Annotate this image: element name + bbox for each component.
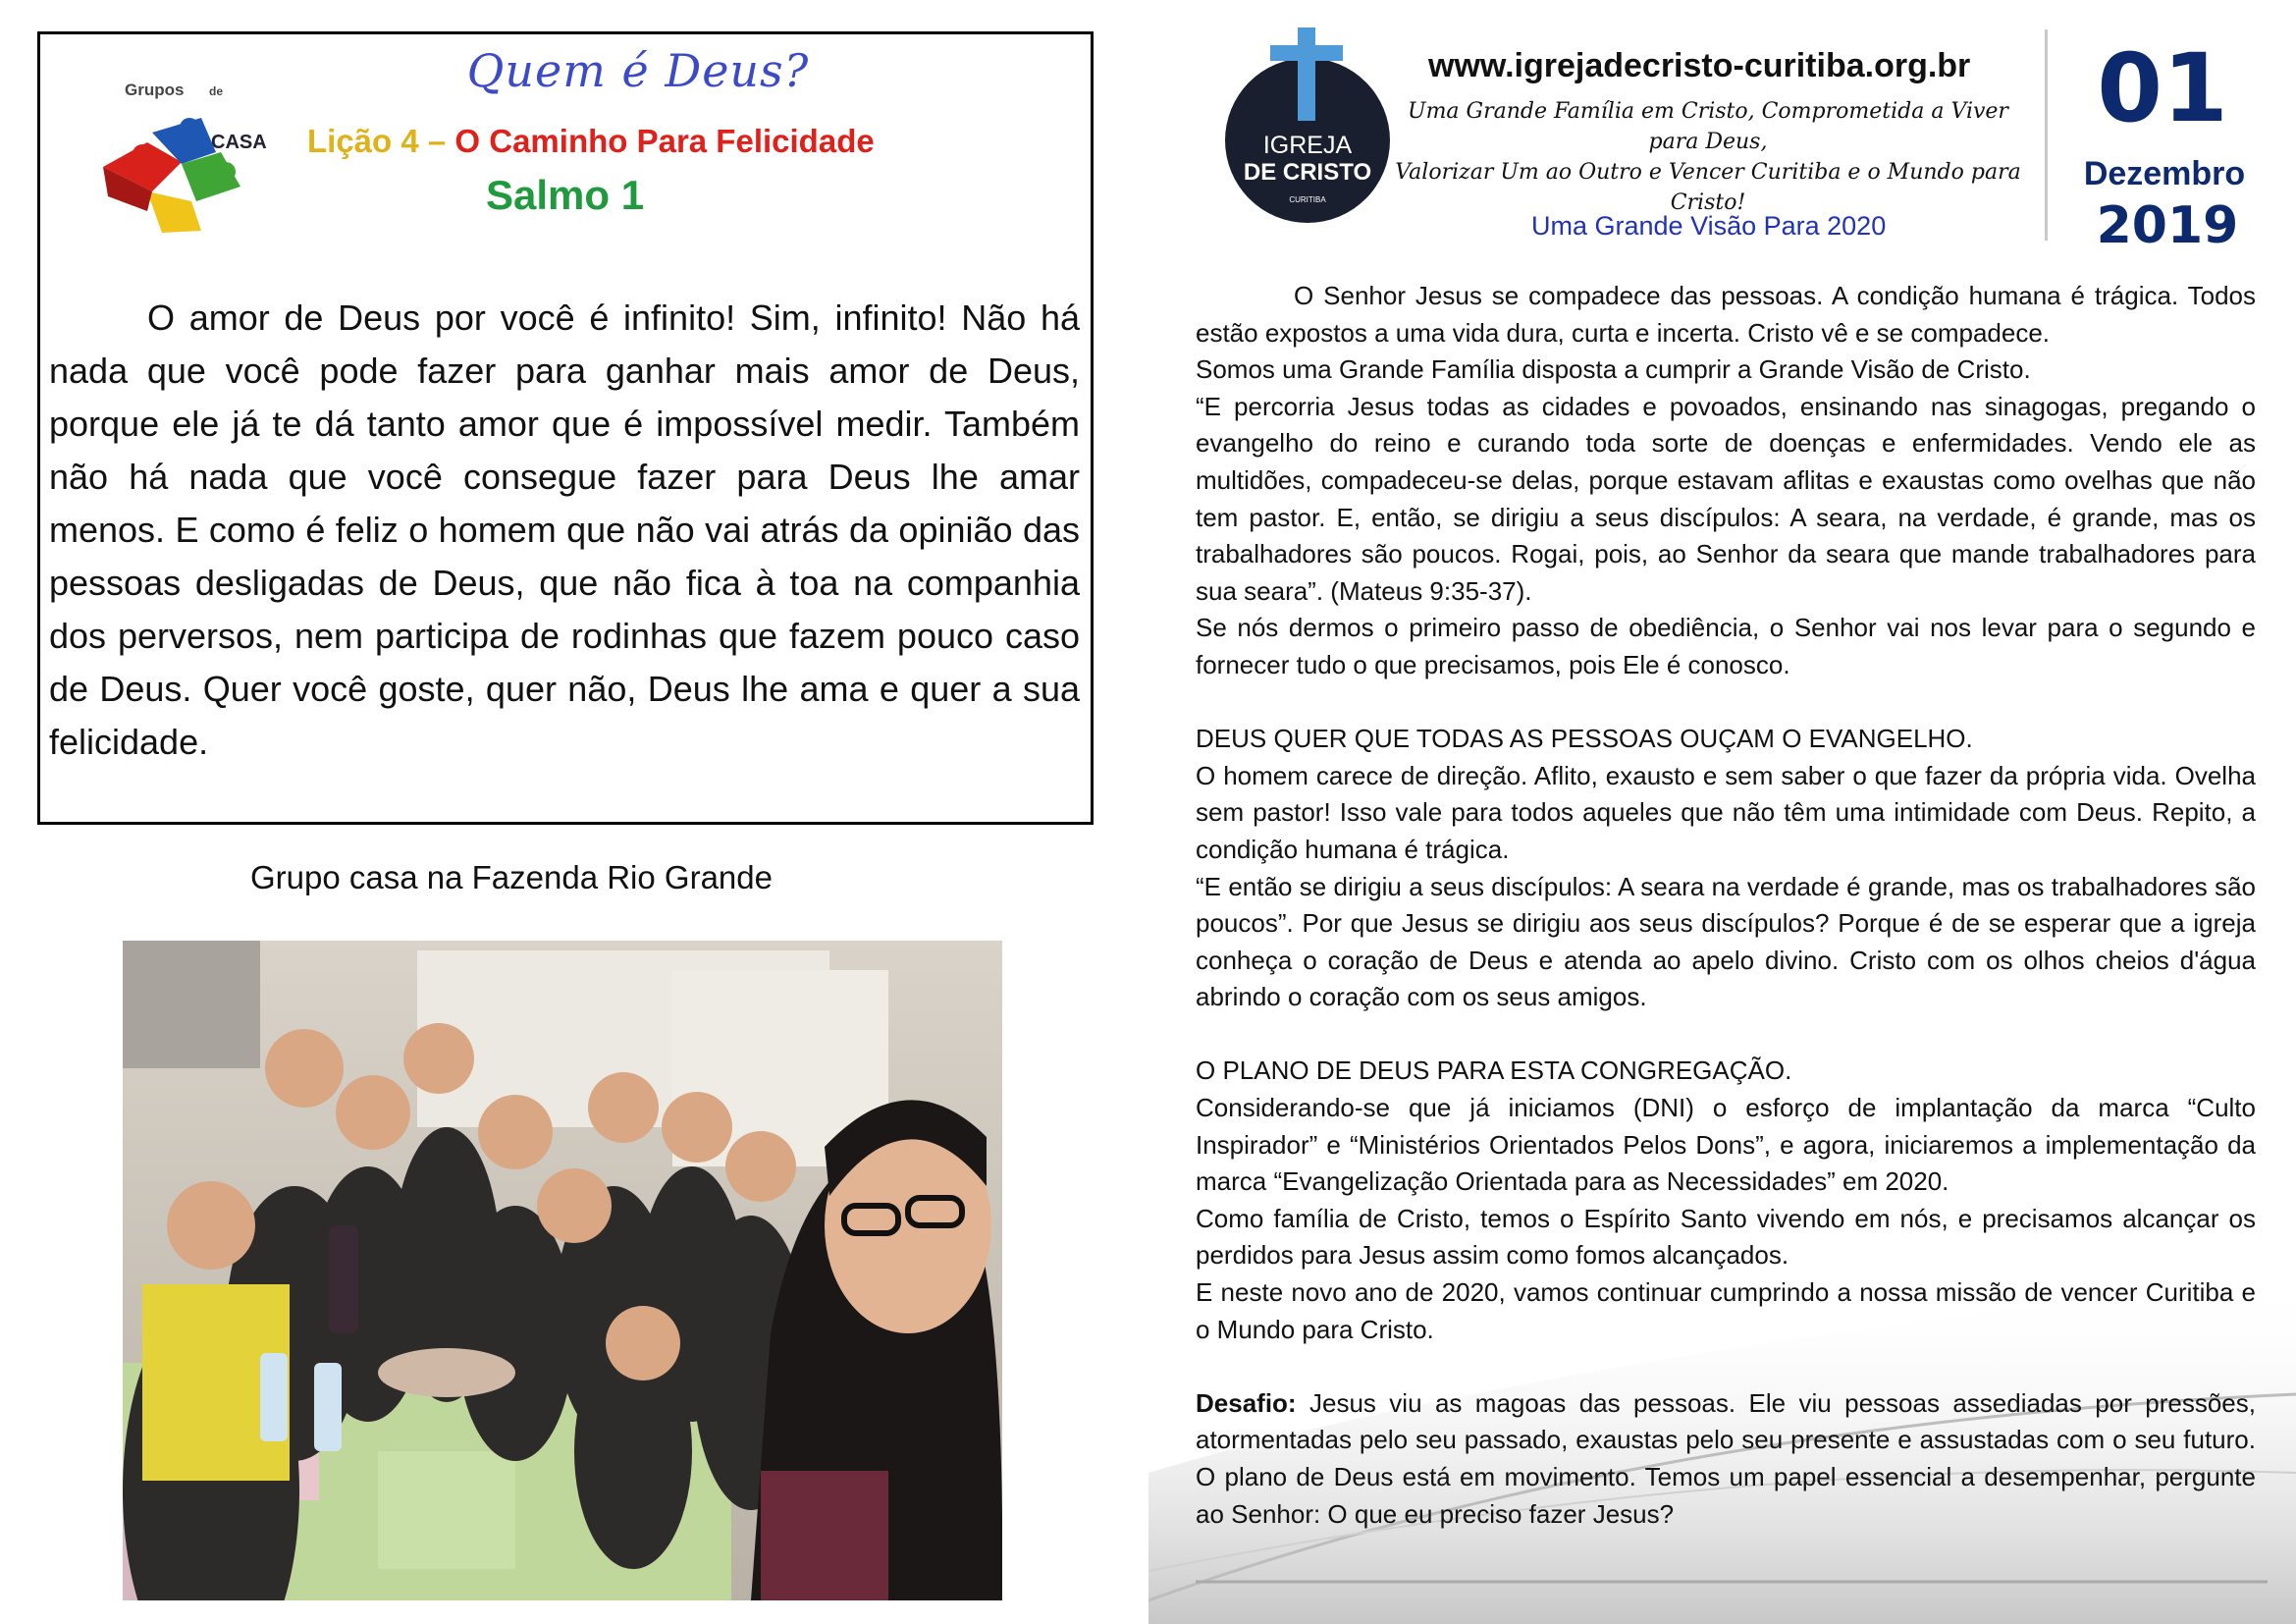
challenge-paragraph — [1196, 1385, 2256, 1533]
logo-text-de-cristo: DE CRISTO — [1243, 159, 1372, 186]
article-paragraph: Somos uma Grande Família disposta a cumprir a Grande Visão de Cristo. — [1196, 354, 2031, 385]
date-month: Dezembro — [2083, 155, 2246, 192]
article-paragraph: Considerando-se que já iniciamos (DNI) o esforço de implantação da marca “Culto Inspirador” e “Ministérios Orientados Pelos Dons”, e agora, iniciaremos a implementação da marca “Evangelização Orientada para as Necessidades” em 2020. — [1196, 1093, 2256, 1197]
motto-line-2: Valorizar Um ao Outro e Vencer Curitiba e o Mundo para Cristo! — [1395, 160, 2021, 215]
article-body — [1196, 278, 2256, 1533]
challenge-text: Jesus viu as magoas das pessoas. Ele viu pessoas assediadas por pressões, atormentadas pelo seu passado, exaustas pelo seu presente e assustadas com o seu futuro. O plano de Deus está em movimento. Temos um papel essencial a desempenhar, pergunte ao Senhor: O que eu preciso fazer Jesus? — [1196, 1387, 2256, 1529]
lesson-heading: Quem é Deus? — [466, 44, 810, 97]
lesson-paragraph: O amor de Deus por você é infinito! Sim, infinito! Não há nada que você pode fazer para ganhar mais amor de Deus, porque ele já te dá tanto amor que é impossível medir. Também não há nada que você consegue fazer para Deus lhe amar menos. E como é feliz o homem que não vai atrás da opinião das pessoas desligadas de Deus, que não fica à toa na companhia dos perversos, nem participa de rodinhas que fazem pouco caso de Deus. Quer você goste, quer não, Deus lhe ama e quer a sua felicidade. — [49, 298, 1080, 762]
article-paragraph: Se nós dermos o primeiro passo de obediência, o Senhor vai nos levar para o segundo e fornecer tudo o que precisamos, pois Ele é conosco. — [1196, 613, 2256, 679]
article-paragraph: “E então se dirigiu a seus discípulos: A seara na verdade é grande, mas os trabalhadores são poucos”. Por que Jesus se dirigiu aos seus discípulos? Porque é de se esperar que a igreja conheça o coração de Deus e atenda ao apelo divino. Cristo com os olhos cheios d'água abrindo o coração com os seus amigos. — [1196, 871, 2256, 1012]
logo-text-igreja: IGREJA — [1262, 132, 1353, 159]
article-paragraph: Como família de Cristo, temos o Espírito Santo vivendo em nós, e precisamos alcançar os perdidos para Jesus assim como fomos alcançados. — [1196, 1203, 2256, 1271]
challenge-label: Desafio: — [1196, 1387, 1297, 1418]
motto-line-1: Uma Grande Família em Cristo, Comprometida a Viver para Deus, — [1408, 99, 2008, 154]
church-logo — [1219, 27, 1396, 229]
date-year: 2019 — [2096, 196, 2239, 255]
paragraph-gap — [1196, 1348, 2256, 1385]
date-divider — [2045, 29, 2048, 241]
logo-label-de: de — [209, 84, 224, 98]
article-paragraph: E neste novo ano de 2020, vamos continuar cumprindo a nossa missão de vencer Curitiba e o Mundo para Cristo. — [1196, 1277, 2256, 1344]
paragraph-gap — [1196, 684, 2256, 722]
church-motto — [1389, 96, 2027, 218]
grupos-de-casa-logo — [93, 74, 290, 241]
section-heading: O PLANO DE DEUS PARA ESTA CONGREGAÇÃO. — [1196, 1056, 1792, 1086]
lesson-text — [49, 292, 1080, 769]
lesson-psalm: Salmo 1 — [486, 172, 645, 218]
vision-subtitle: Uma Grande Visão Para 2020 — [1531, 211, 1887, 241]
logo-label-grupos: Grupos — [125, 81, 185, 99]
article-paragraph: O Senhor Jesus se compadece das pessoas. A condição humana é trágica. Todos estão expostos a uma vida dura, curta e incerta. Cristo vê e se compadece. — [1196, 281, 2256, 348]
article-paragraph: O homem carece de direção. Aflito, exausto e sem saber o que fazer da própria vida. Ovelha sem pastor! Isso vale para todos aqueles que não têm uma intimidade com Deus. Repito, a condição humana é trágica. — [1196, 760, 2256, 864]
logo-label-casa: CASA — [211, 132, 267, 153]
group-photo — [123, 941, 1002, 1600]
logo-text-curitiba: CURITIBA — [1289, 195, 1326, 204]
date-day: 01 — [2097, 33, 2228, 143]
section-heading: DEUS QUER QUE TODAS AS PESSOAS OUÇAM O EVANGELHO. — [1196, 724, 1973, 754]
site-url[interactable]: www.igrejadecristo-curitiba.org.br — [1428, 47, 1971, 84]
lesson-number: Lição 4 – — [307, 123, 455, 159]
lesson-title: O Caminho Para Felicidade — [454, 123, 875, 159]
article-paragraph: “E percorria Jesus todas as cidades e povoados, ensinando nas sinagogas, pregando o evangelho do reino e curando toda sorte de doenças e enfermidades. Vendo ele as multidões, compadeceu-se delas, porque estavam aflitas e exaustas como ovelhas que não tem pastor. E, então, se dirigiu a seus discípulos: A seara, na verdade, é grande, mas os trabalhadores são poucos. Rogai, pois, ao Senhor da seara que mande trabalhadores para sua seara”. (Mateus 9:35-37). — [1196, 391, 2256, 606]
photo-caption: Grupo casa na Fazenda Rio Grande — [250, 859, 773, 895]
lesson-subtitle — [307, 123, 875, 160]
paragraph-gap — [1196, 1016, 2256, 1054]
